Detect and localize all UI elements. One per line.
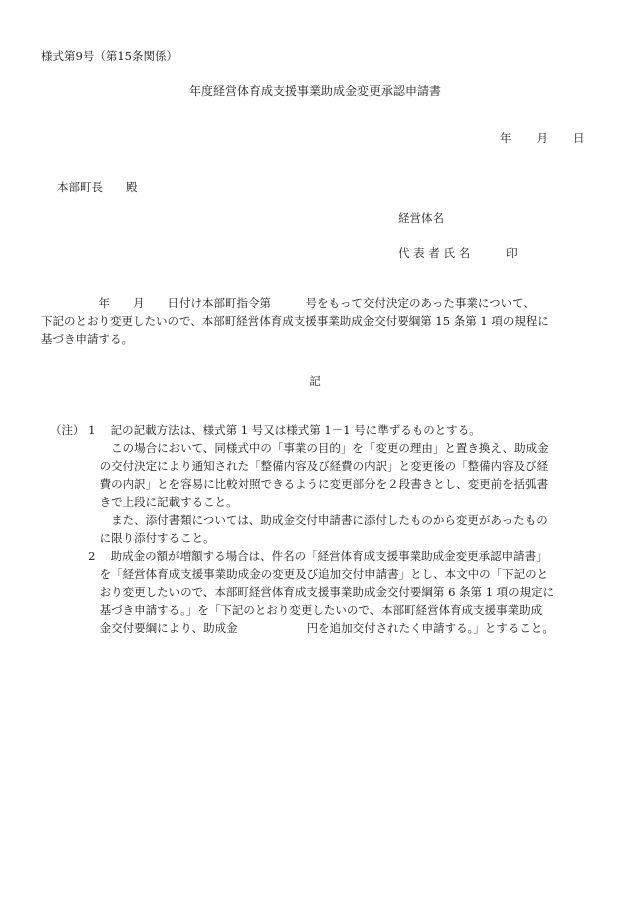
- note-line: 金交付要綱により、助成金 円を追加交付されたく申請する。」とすること。: [50, 621, 554, 635]
- representative-line: [398, 248, 518, 260]
- form-number: 様式第9号（第15条関係）: [41, 49, 178, 63]
- date-line: [500, 133, 585, 145]
- addressee: 本部町長 殿: [57, 180, 138, 194]
- note-line: きで上段に記載すること。: [50, 495, 238, 509]
- date-month: 月: [536, 131, 548, 145]
- body-line: 年 月 日付け本部町指令第 号をもって交付決定のあった事業について、: [41, 296, 535, 310]
- note-line: 基づき申請する。」を「下記のとおり変更したいので、本部町経営体育成支援事業助成: [50, 603, 543, 617]
- note-line: また、添付書類については、助成金交付申請書に添付したものから変更があったもの: [50, 513, 548, 527]
- note-line: 2 助成金の額が増額する場合は、件名の「経営体育成支援事業助成金変更承認申請書」: [50, 549, 548, 563]
- note-line: 費の内訳」とを容易に比較対照できるように変更部分を２段書きとし、変更前を括弧書: [50, 477, 549, 491]
- seal-mark: 印: [506, 246, 518, 260]
- ki-heading: 記: [309, 374, 321, 388]
- document-title: 年度経営体育成支援事業助成金変更承認申請書: [188, 84, 441, 98]
- body-paragraph: [41, 294, 596, 348]
- notes-section: [50, 421, 595, 637]
- body-line: 下記のとおり変更したいので、本部町経営体育成支援事業助成金交付要綱第 15 条第 1 項の規程に: [41, 314, 549, 328]
- date-day: 日: [573, 131, 585, 145]
- body-line: 基づき申請する。: [41, 332, 133, 346]
- note-line: おり変更したいので、本部町経営体育成支援事業助成金交付要綱第 6 条第 1 項の規定に: [50, 585, 555, 599]
- org-name-label: 経営体名: [398, 211, 444, 225]
- note-line: を「経営体育成支援事業助成金の変更及び追加交付申請書」とし、本文中の「下記のと: [50, 567, 549, 581]
- note-line: （注） 1 記の記載方法は、様式第 1 号又は様式第 1－1 号に準ずるものとする。: [50, 423, 481, 437]
- note-line: の交付決定により通知された「整備内容及び経費の内訳」と変更後の「整備内容及び経: [50, 459, 549, 473]
- note-line: この場合において、同様式中の「事業の目的」を「変更の理由」と置き換え、助成金: [50, 441, 549, 455]
- date-year: 年: [500, 131, 512, 145]
- representative-label: 代 表 者 氏 名: [398, 246, 471, 260]
- note-line: に限り添付すること。: [50, 531, 215, 545]
